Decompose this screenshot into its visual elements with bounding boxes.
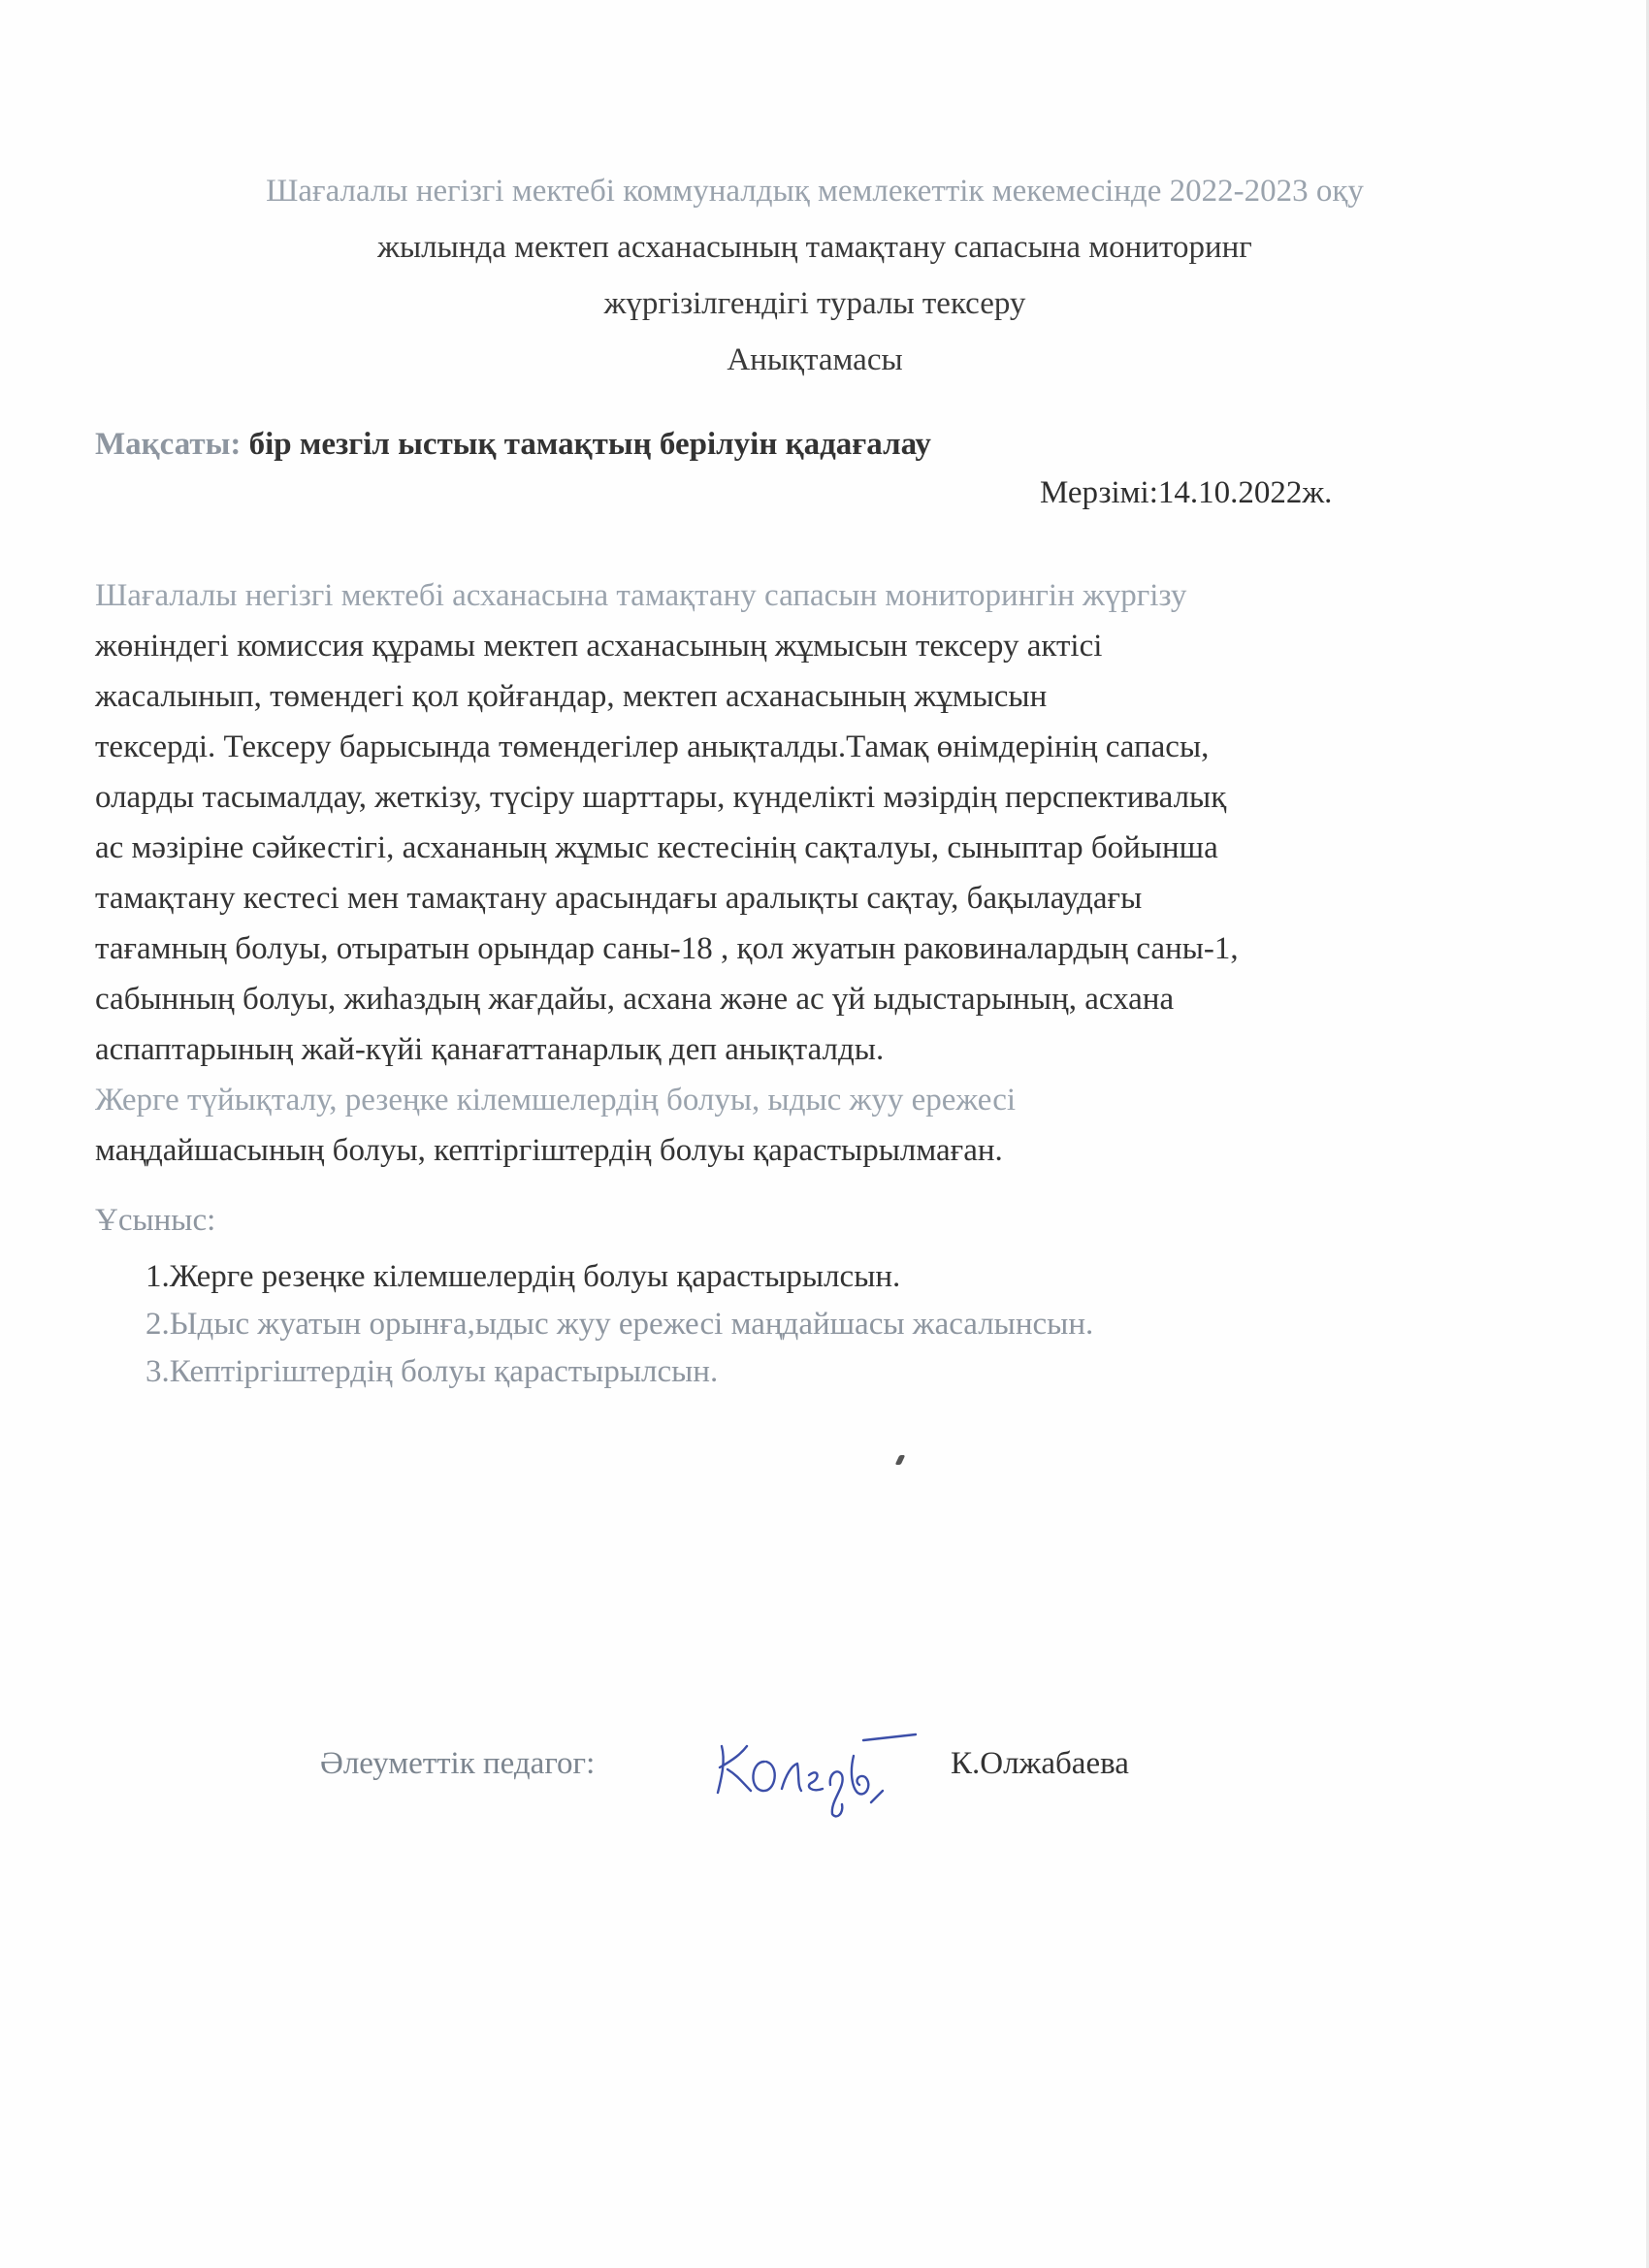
body-paragraph — [95, 570, 1550, 1176]
body-line-8: тағамның болуы, отыратын орындар саны-18 , қол жуатын раковиналардың саны-1, — [95, 931, 1239, 966]
signature-block — [320, 1736, 1193, 1824]
body-line-11: Жерге түйықталу, резеңке кілемшелердің болуы, ыдыс жуу ережесі — [95, 1083, 1017, 1118]
title-line-2: жылында мектеп асханасының тамақтану сапасына мониторинг — [377, 230, 1252, 265]
body-line-3: жасалынып, төмендегі қол қойғандар, мектеп асханасының жұмысын — [95, 679, 1048, 714]
signer-role: Әлеуметтік педагог: — [320, 1746, 596, 1781]
signer-name: К.Олжабаева — [951, 1746, 1129, 1781]
recommendation-item: 3.Кептіргіштердің болуы қарастырылсын. — [146, 1354, 719, 1389]
body-line-2: жөніндегі комиссия құрамы мектеп асханасының жұмысын тексеру актісі — [95, 629, 1103, 664]
recommendation-item: 2.Ыдыс жуатын орынға,ыдыс жуу ережесі маңдайшасы жасалынсын. — [146, 1307, 1094, 1342]
body-line-7: тамақтану кестесі мен тамақтану арасындағы аралықты сақтау, бақылаудағы — [95, 881, 1143, 916]
body-line-10: аспаптарының жай-күйі қанағаттанарлық деп анықталды. — [95, 1032, 885, 1067]
title-line-3: жүргізілгендігі туралы тексеру — [603, 286, 1026, 321]
body-line-5: оларды тасымалдау, жеткізу, түсіру шарттары, күнделікті мәзірдің перспективалық — [95, 780, 1227, 815]
purpose-label: Мақсаты: — [95, 427, 242, 462]
body-line-1: Шағалалы негізгі мектебі асханасына тамақтану сапасын мониторингін жүргізу — [95, 578, 1187, 613]
deadline-date: Мерзімі:14.10.2022ж. — [1040, 475, 1333, 510]
document-title — [97, 163, 1533, 388]
handwritten-signature — [708, 1717, 922, 1824]
recommendation-item: 1.Жерге резеңке кілемшелердің болуы қарастырылсын. — [146, 1259, 901, 1294]
purpose-line — [95, 427, 931, 463]
recommendations-list — [146, 1253, 1093, 1396]
title-line-1: Шағалалы негізгі мектебі коммуналдық мемлекеттік мекемесінде 2022-2023 оқу — [266, 174, 1364, 209]
purpose-text: бір мезгіл ыстық тамақтың берілуін қадағалау — [241, 427, 931, 462]
recommendations-title: Ұсыныс: — [95, 1203, 216, 1238]
stray-ink-mark — [895, 1455, 906, 1465]
body-line-6: ас мәзіріне сәйкестігі, асхананың жұмыс кестесінің сақталуы, сыныптар бойынша — [95, 830, 1218, 865]
body-line-12: маңдайшасының болуы, кептіргіштердің болуы қарастырылмаған. — [95, 1133, 1003, 1168]
body-line-4: тексерді. Тексеру барысында төмендегілер анықталды.Тамақ өнімдерінің сапасы, — [95, 729, 1210, 764]
title-line-4: Анықтамасы — [727, 342, 903, 377]
body-line-9: сабынның болуы, жиһаздың жағдайы, асхана және ас үй ыдыстарының, асхана — [95, 982, 1175, 1017]
